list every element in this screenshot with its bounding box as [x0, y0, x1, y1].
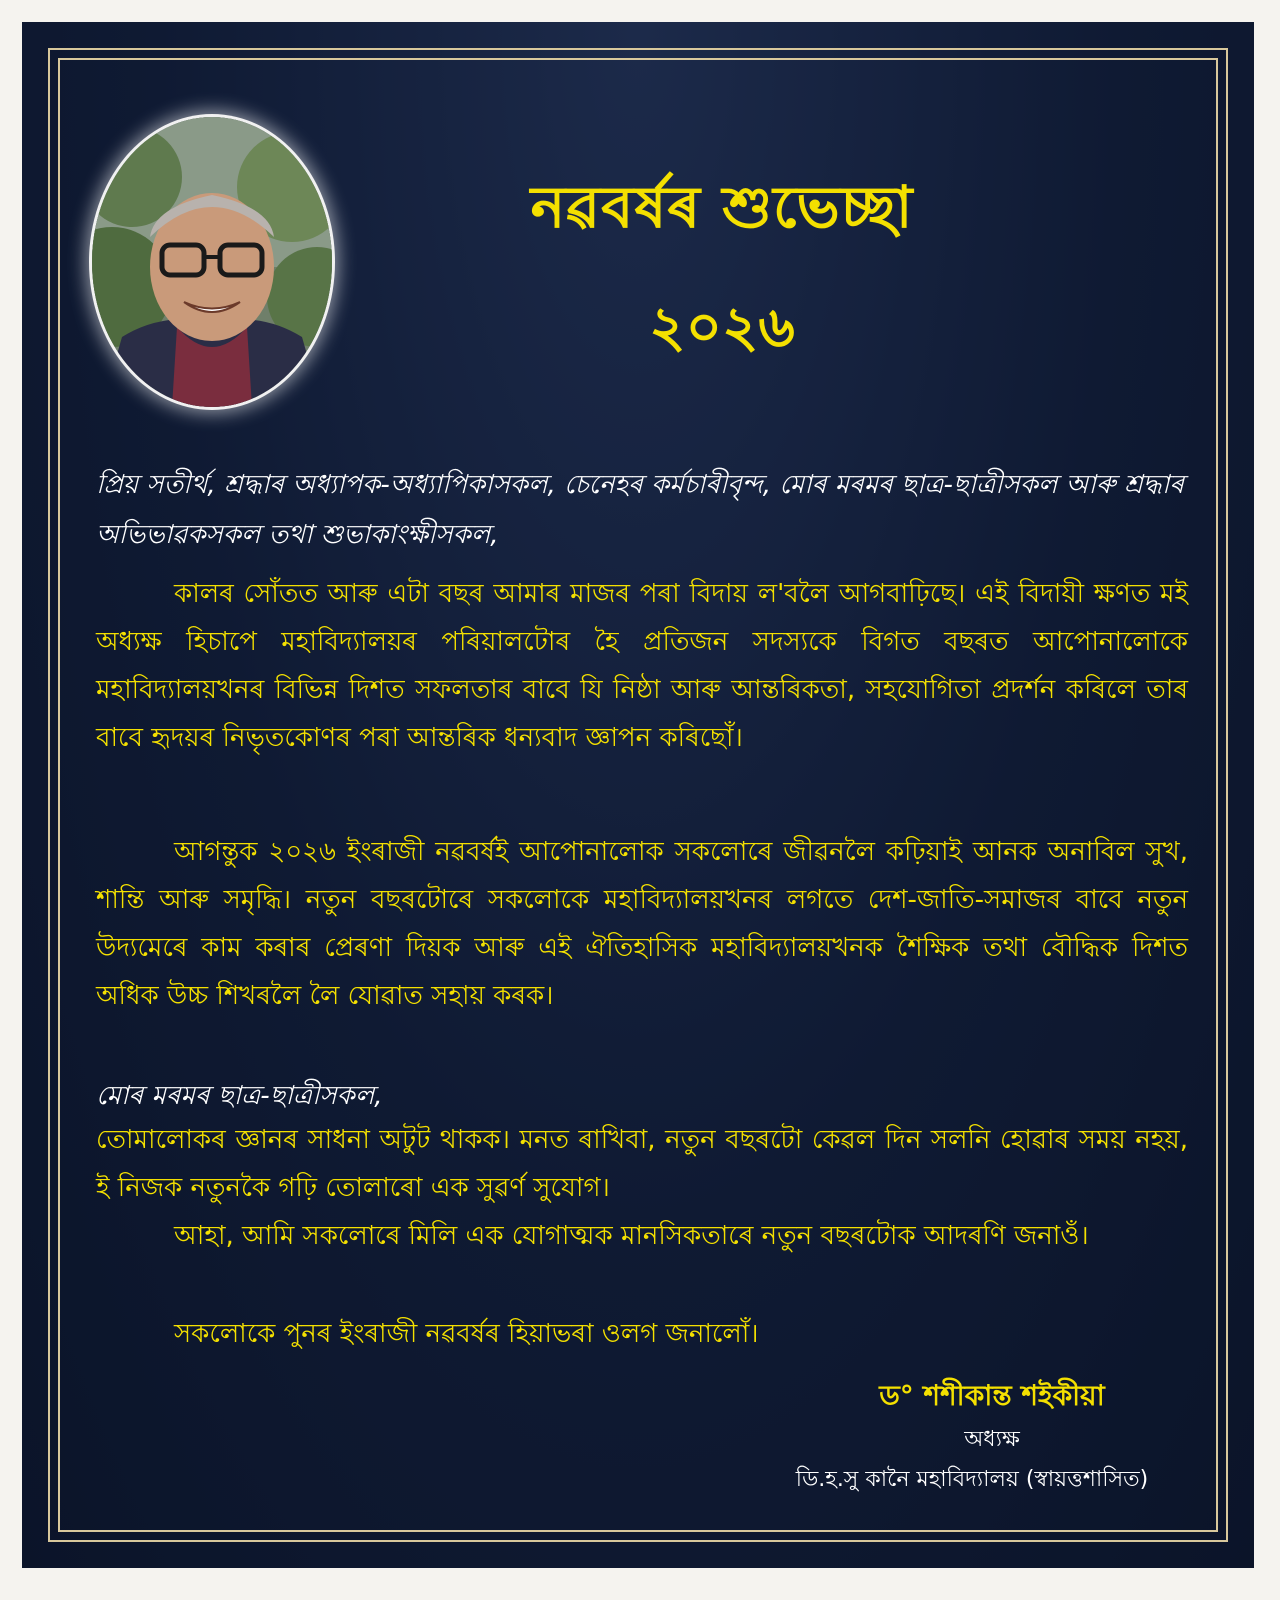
letter-paragraph-1: কালৰ সোঁতত আৰু এটা বছৰ আমাৰ মাজৰ পৰা বিদায় ল'বলৈ আগবাঢ়িছে। এই বিদায়ী ক্ষণত মই অধ্যক্ষ হিচাপে মহাবিদ্যালয়ৰ পৰিয়ালটোৰ হৈ প্ৰতিজন সদস্যকে বিগত বছৰত আপোনালোকে মহাবিদ্যালয়খনৰ বিভিন্ন দিশত সফলতাৰ বাবে যি নিষ্ঠা আৰু আন্তৰিকতা, সহযোগিতা প্ৰদৰ্শন কৰিলে তাৰ বাবে হৃদয়ৰ নিভৃতকোণৰ পৰা আন্তৰিক ধন্যবাদ জ্ঞাপন কৰিছোঁ।: [96, 579, 1188, 753]
greeting-title: নৱবৰ্ষৰ শুভেচ্ছা: [530, 173, 914, 241]
greeting-year: ২০২৬: [649, 294, 795, 360]
signatory-name: ড° শশীকান্ত শইকীয়া: [879, 1379, 1105, 1412]
letter-paragraph-3: তোমালোকৰ জ্ঞানৰ সাধনা অটুট থাকক। মনত ৰাখিবা, নতুন বছৰটো কেৱল দিন সলনি হোৱাৰ সময় নহয়, ই নিজক নতুনকৈ গঢ়ি তোলাৰো এক সুৱৰ্ণ সুযোগ।: [96, 1125, 1188, 1203]
letter-paragraph-4: আহা, আমি সকলোৰে মিলি এক যোগাত্মক মানসিকতাৰে নতুন বছৰটোক আদৰণি জনাওঁ।: [174, 1221, 1089, 1251]
signatory-institution: ডি.হ.সু কানৈ মহাবিদ্যালয় (স্বায়ত্তশাসিত): [795, 1467, 1149, 1492]
letter-paragraph-5: সকলোকে পুনৰ ইংৰাজী নৱবৰ্ষৰ হিয়াভৰা ওলগ জনালোঁ।: [174, 1319, 759, 1349]
greeting-card: [22, 22, 1254, 1568]
letter-paragraph-2: আগন্তুক ২০২৬ ইংৰাজী নৱবৰ্ষই আপোনালোক সকলোৰে জীৱনলৈ কঢ়িয়াই আনক অনাবিল সুখ, শান্তি আৰু সমৃদ্ধি। নতুন বছৰটোৰে সকলোকে মহাবিদ্যালয়খনৰ লগতে দেশ-জাতি-সমাজৰ বাবে নতুন উদ্যমেৰে কাম কৰাৰ প্ৰেৰণা দিয়ক আৰু এই ঐতিহাসিক মহাবিদ্যালয়খনক শৈক্ষিক তথা বৌদ্ধিক দিশত অধিক উচ্চ শিখৰলৈ লৈ যোৱাত সহায় কৰক।: [96, 837, 1188, 1011]
portrait-photo: [92, 117, 332, 407]
student-salutation: মোৰ মৰমৰ ছাত্ৰ-ছাত্ৰীসকল,: [96, 1081, 383, 1111]
letter-salutation: প্ৰিয় সতীৰ্থ, শ্ৰদ্ধাৰ অধ্যাপক-অধ্যাপিকাসকল, চেনেহৰ কৰ্মচাৰীবৃন্দ, মোৰ মৰমৰ ছাত্ৰ-ছাত্ৰীসকল আৰু শ্ৰদ্ধাৰ অভিভাৱকসকল তথা শুভাকাংক্ষীসকল,: [96, 470, 1185, 550]
signatory-role: অধ্যক্ষ: [964, 1427, 1020, 1452]
